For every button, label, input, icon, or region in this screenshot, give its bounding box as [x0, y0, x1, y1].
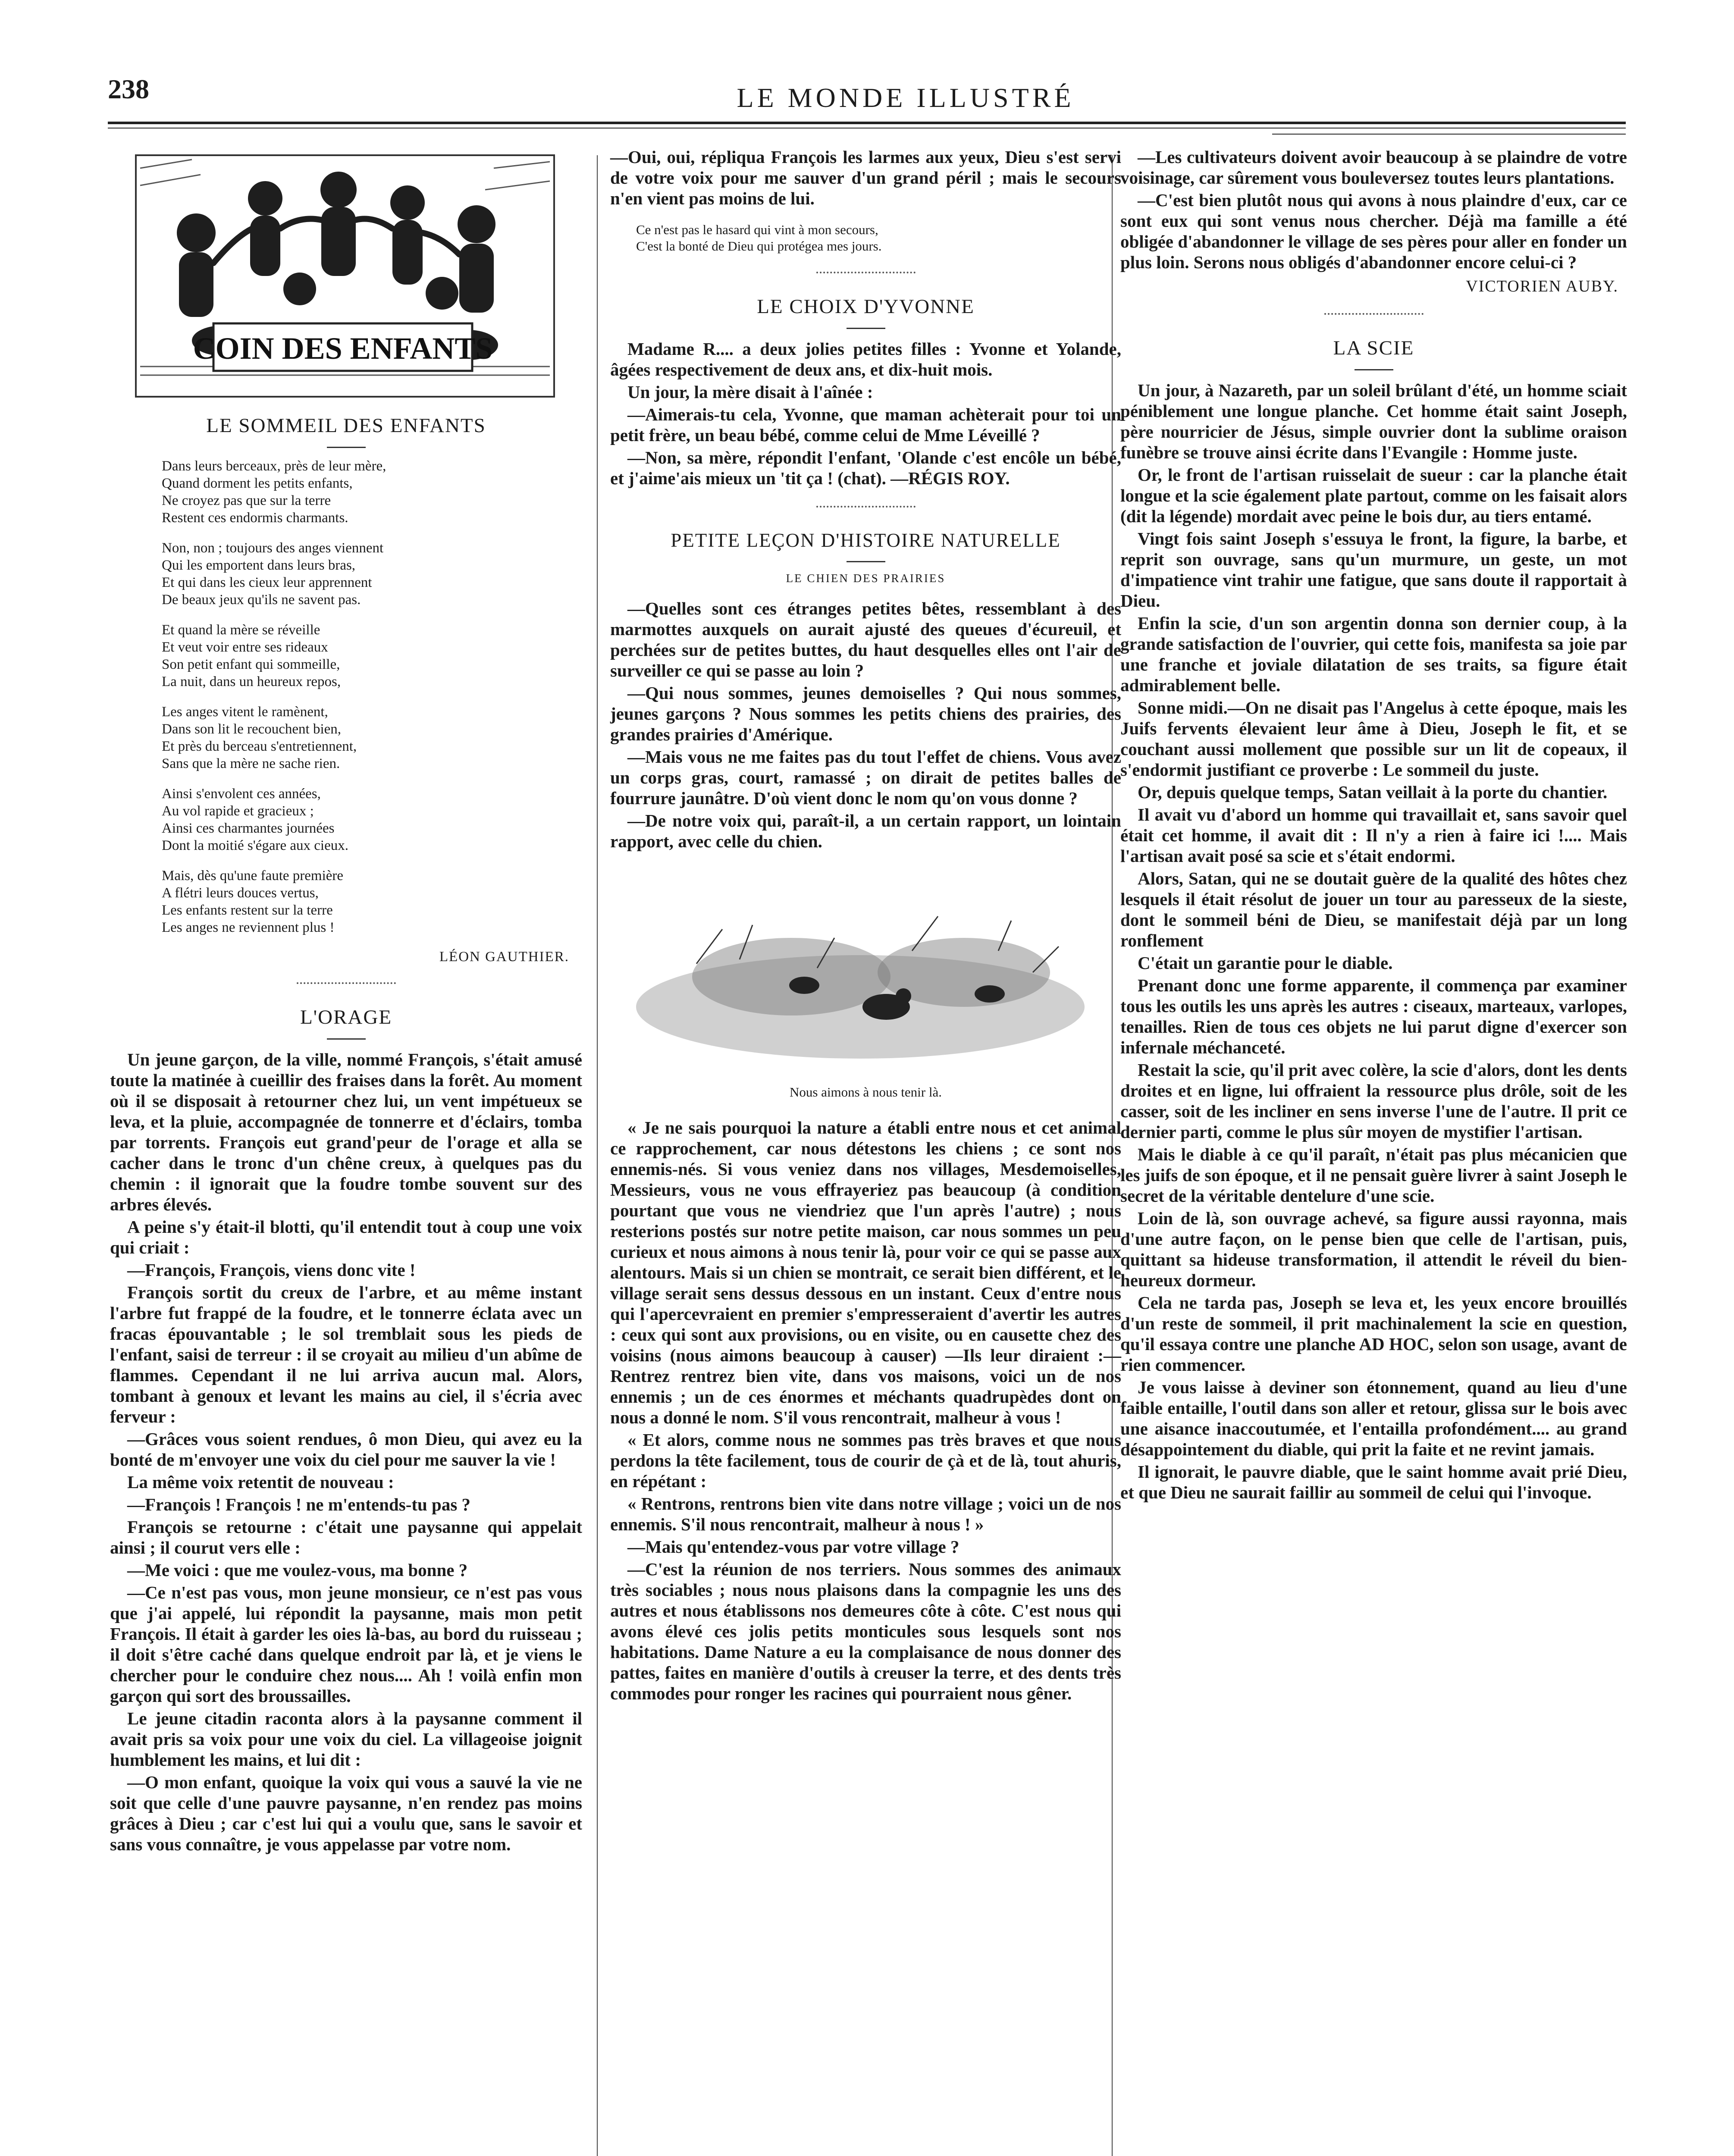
title-rule — [847, 561, 885, 562]
paragraph: —Me voici : que me voulez-vous, ma bonne ? — [127, 1560, 468, 1580]
paragraph: —C'est la réunion de nos terriers. Nous sommes des animaux très sociables ; nous nous plaisons dans la compagnie les uns des autres et nous établissons nos demeures côte à côte. C'est nous qui avons élevé ces jolis petits monticules sous lesquels sont nos habitations. Dame Nature a eu la complaisance de nous donner des pattes, faites en manière d'outils à creuser la terre, et des dents très commodes pour ronger les racines qui pourraient nous gêner. — [610, 1559, 1121, 1703]
paragraph: —De notre voix qui, paraît-il, a un certain rapport, un lointain rapport, avec celle du chien. — [610, 811, 1121, 851]
verse-line: Les anges vitent le ramènent, — [162, 704, 328, 720]
paragraph: —C'est bien plutôt nous qui avons à nous plaindre d'eux, car ce sont eux qui sont venus nous chercher. Déjà ma famille a été obligée d'abandonner le village de ses pères pour aller en fonder un plus loin. Serons nous obligés d'abandonner encore celui-ci ? — [1120, 190, 1627, 272]
illustration-caption: Nous aimons à nous tenir là. — [789, 1084, 942, 1100]
paragraph: —François, François, viens donc vite ! — [127, 1260, 416, 1280]
verse-line: Et qui dans les cieux leur apprennent — [162, 575, 372, 590]
orage-quote — [610, 222, 1121, 254]
section-divider — [816, 506, 916, 512]
paragraph: Loin de là, son ouvrage achevé, sa figure aussi rayonna, mais d'une autre façon, on le pense bien que celle de l'artisan, puis, quittant sa hideuse transformation, il attendit le réveil du bien-heureux dormeur. — [1120, 1208, 1627, 1290]
orage-title: L'ORAGE — [300, 1006, 392, 1028]
paragraph: —Oui, oui, répliqua François les larmes aux yeux, Dieu s'est servi de votre voix pour me sauver d'un grand péril ; mais le secours n'en vient pas moins de lui. — [610, 147, 1121, 208]
verse-line: Sans que la mère ne sache rien. — [162, 756, 340, 771]
paragraph: Un jour, à Nazareth, par un soleil brûlant d'été, un homme sciait péniblement une longue planche. Cet homme était saint Joseph, père nourricier de Jésus, simple ouvrier dont la sublime oraison funèbre se trouve ainsi écrite dans l'Evangile : Homme juste. — [1120, 380, 1627, 462]
column-separator — [597, 155, 598, 2156]
paragraph: Cela ne tarda pas, Joseph se leva et, les yeux encore brouillés d'un reste de sommeil, il prit machinalement la scie en question, qu'il essaya contre une planche AD HOC, selon son usage, avant de rien commencer. — [1120, 1293, 1627, 1375]
title-rule — [327, 1038, 366, 1040]
paragraph: Restait la scie, qu'il prit avec colère, la scie d'alors, dont les dents droites et en ligne, lui offraient la ressource plus drôle, soit de les casser, soit de les incliner en sens inverse l'une de l'autre. Il prit ce dernier parti, comme le plus sûr moyen de mystifier l'artisan. — [1120, 1060, 1627, 1142]
paragraph: Madame R.... a deux jolies petites filles : Yvonne et Yolande, âgées respectivement de deux ans, et dix-huit mois. — [610, 339, 1121, 379]
verse-line: A flétri leurs douces vertus, — [162, 885, 319, 901]
verse-line: Dans leurs berceaux, près de leur mère, — [162, 458, 386, 474]
quote-line: C'est la bonté de Dieu qui protégea mes jours. — [636, 238, 882, 254]
verse-line: Restent ces endormis charmants. — [162, 510, 348, 526]
paragraph: Prenant donc une forme apparente, il commença par examiner tous les outils les uns après les autres : ciseaux, marteaux, varlopes, tenailles. Rien de tous ces objets ne lui parut digne d'exercer son infernale méchanceté. — [1120, 975, 1627, 1057]
verse-line: Son petit enfant qui sommeille, — [162, 657, 340, 672]
verse-line: Ainsi ces charmantes journées — [162, 821, 335, 836]
paragraph: Un jour, la mère disait à l'aînée : — [627, 382, 873, 402]
sommeil-title: LE SOMMEIL DES ENFANTS — [206, 414, 486, 437]
paragraph: —Non, sa mère, répondit l'enfant, 'Olande c'est encôle un bébé, et j'aime'ais mieux un 'tit ça ! (chat). —RÉGIS ROY. — [610, 448, 1121, 488]
paragraph: C'était un garantie pour le diable. — [1138, 953, 1393, 973]
stanza — [110, 867, 582, 936]
verse-line: Ainsi s'envolent ces années, — [162, 786, 321, 802]
poem — [110, 458, 582, 936]
paragraph: Je vous laisse à deviner son étonnement, quand au lieu d'une faible entaille, l'outil dans son aller et retour, glissa sur le bois avec une aisance inaccoutumée, et l'entailla profondément.... au grand désappointement du diable, qui prit la faite et ne revint jamais. — [1120, 1377, 1627, 1459]
quote-line: Ce n'est pas le hasard qui vint à mon secours, — [636, 222, 878, 237]
journal-title: LE MONDE ILLUSTRÉ — [737, 82, 1075, 113]
verse-line: Les enfants restent sur la terre — [162, 903, 333, 918]
title-rule — [327, 447, 366, 448]
paragraph: —Mais qu'entendez-vous par votre village ? — [627, 1537, 960, 1557]
children-frieze-illustration — [114, 151, 576, 405]
yvonne-title: LE CHOIX D'YVONNE — [757, 295, 975, 318]
column-2 — [610, 147, 1121, 1705]
paragraph: Le jeune citadin raconta alors à la paysanne comment il avait pris sa voix pour une voix du ciel. La villageoise joignit humblement les mains, et lui dit : — [110, 1708, 582, 1770]
histoire-title: PETITE LEÇON D'HISTOIRE NATURELLE — [671, 530, 1061, 551]
paragraph: Un jeune garçon, de la ville, nommé François, s'était amusé toute la matinée à cueillir des fraises dans la forêt. Au moment où il se disposait à retourner chez lui, un vent impétueux se leva, et la pluie, accompagnée de tonnerre et d'éclairs, tomba par torrents. François eut grand'peur de l'orage et alla se cacher dans le tronc d'un chêne creux, à quelques pas du chemin : il ignorait que la foudre tombe souvent sur des arbres élevés. — [110, 1050, 582, 1214]
header-rule — [108, 122, 1626, 124]
verse-line: Quand dorment les petits enfants, — [162, 476, 353, 491]
paragraph: —François ! François ! ne m'entends-tu pas ? — [127, 1495, 471, 1514]
verse-line: Dans son lit le recouchent bien, — [162, 721, 342, 737]
paragraph: François sortit du creux de l'arbre, et au même instant l'arbre fut frappé de la foudre, et le tonnerre éclata avec un fracas épouvantable ; le sol tremblait sous les pieds de l'enfant, saisi de terreur : il se croyait au milieu d'un abîme de flammes. Cependant il ne lui arriva aucun mal. Alors, tombant à genoux et levant les mains au ciel, il s'écria avec ferveur : — [110, 1282, 582, 1426]
section-divider — [1324, 313, 1424, 319]
stanza — [110, 458, 582, 526]
prairie-dog-engraving — [610, 865, 1110, 1080]
verse-line: Dont la moitié s'égare aux cieux. — [162, 838, 348, 853]
paragraph: —Les cultivateurs doivent avoir beaucoup à se plaindre de votre voisinage, car sûrement vous bouleversez toutes leurs plantations. — [1120, 147, 1627, 188]
paragraph: Vingt fois saint Joseph s'essuya le front, la figure, la barbe, et reprit son ouvrage, sans qu'un murmure, un geste, un mot d'impatience vint trahir une fatigue, que sans doute il rapportait à Dieu. — [1120, 529, 1627, 611]
verse-line: Non, non ; toujours des anges viennent — [162, 540, 384, 556]
paragraph: La même voix retentit de nouveau : — [127, 1472, 394, 1492]
verse-line: Et veut voir entre ses rideaux — [162, 639, 328, 655]
paragraph: François se retourne : c'était une paysanne qui appelait ainsi ; il courut vers elle : — [110, 1517, 582, 1557]
verse-line: Et près du berceau s'entretiennent, — [162, 739, 357, 754]
column-1 — [110, 147, 582, 1856]
title-rule — [1355, 369, 1393, 370]
verse-line: Mais, dès qu'une faute première — [162, 868, 344, 884]
column-3 — [1120, 147, 1627, 1504]
histoire-text-continued — [610, 1117, 1121, 1704]
stanza — [110, 539, 582, 608]
histoire-text — [610, 598, 1121, 852]
paragraph: Il ignorait, le pauvre diable, que le saint homme avait prié Dieu, et que Dieu ne saurait faillir au sommeil de celui qui l'invoque. — [1120, 1462, 1627, 1502]
paragraph: « Rentrons, rentrons bien vite dans notre village ; voici un de nos ennemis. S'il nous rencontrait, malheur à nous ! » — [610, 1494, 1121, 1534]
paragraph: —Quelles sont ces étranges petites bêtes, ressemblant à des marmottes auxquels on aurait ajusté des queues d'écureuil, et perchées sur de petites buttes, du haut desquelles elles ont l'air de surveiller ce qui se passe au loin ? — [610, 599, 1121, 680]
paragraph: —O mon enfant, quoique la voix qui vous a sauvé la vie ne soit que celle d'une pauvre paysanne, n'en rendez pas moins grâces à Dieu ; car c'est lui qui a voulu que, sans le savoir et sans vous connaître, je vous appelasse par votre nom. — [110, 1772, 582, 1854]
stanza — [110, 621, 582, 690]
verse-line: La nuit, dans un heureux repos, — [162, 674, 341, 689]
paragraph: Alors, Satan, qui ne se doutait guère de la qualité des hôtes chez lesquels il était résolut de jouer un tour au paresseux de la sieste, dont le sommeil béni de Dieu, se manifestait déjà par un long ronflement — [1120, 868, 1627, 950]
paragraph: Or, le front de l'artisan ruisselait de sueur : car la planche était longue et la scie également plate partout, comme on les faisait alors (dit la légende) mordait avec peine le bois dur, au tiers entamé. — [1120, 465, 1627, 526]
verse-line: Qui les emportent dans leurs bras, — [162, 558, 356, 573]
histoire-subtitle: LE CHIEN DES PRAIRIES — [786, 572, 946, 585]
title-rule — [847, 328, 885, 329]
stanza — [110, 785, 582, 854]
frieze-banner-text: COIN DES ENFANTS — [193, 331, 493, 366]
paragraph: « Et alors, comme nous ne sommes pas très braves et que nous perdons la tête facilement, tous de courir de çà et de là, tout ahuris, en répétant : — [610, 1430, 1121, 1491]
orage-text — [110, 1049, 582, 1855]
paragraph: A peine s'y était-il blotti, qu'il entendit tout à coup une voix qui criait : — [110, 1217, 582, 1257]
header-rule-short — [1272, 134, 1626, 135]
paragraph: —Qui nous sommes, jeunes demoiselles ? Qui nous sommes, jeunes garçons ? Nous sommes les petits chiens des prairies, des grandes prairies d'Amérique. — [610, 683, 1121, 744]
yvonne-text — [610, 338, 1121, 489]
paragraph: Or, depuis quelque temps, Satan veillait à la porte du chantier. — [1138, 782, 1608, 802]
verse-line: Les anges ne reviennent plus ! — [162, 920, 335, 935]
section-divider — [297, 982, 396, 988]
verse-line: Et quand la mère se réveille — [162, 622, 320, 638]
histoire-author: VICTORIEN AUBY. — [1466, 277, 1618, 295]
poem-author: LÉON GAUTHIER. — [439, 949, 569, 965]
paragraph: —Grâces vous soient rendues, ô mon Dieu, qui avez eu la bonté de m'envoyer une voix du ciel pour me sauver la vie ! — [110, 1429, 582, 1470]
paragraph: —Aimerais-tu cela, Yvonne, que maman achèterait pour toi un petit frère, un beau bébé, comme celui de Mme Léveillé ? — [610, 404, 1121, 445]
paragraph: Sonne midi.—On ne disait pas l'Angelus à cette époque, mais les Juifs fervents élevaient leur âme à Dieu, Joseph le fit, et se couchant aussi mollement que possible sur un lit de copeaux, il s'endormit justifiant ce proverbe : Le sommeil du juste. — [1120, 698, 1627, 780]
verse-line: Au vol rapide et gracieux ; — [162, 803, 314, 819]
paragraph: Enfin la scie, d'un son argentin donna son dernier coup, à la grande satisfaction de l'ouvrier, qui cette fois, manifesta sa joie par une franche et joviale dilatation de ses traits, sa figure était admirablement belle. — [1120, 613, 1627, 695]
histoire-text-end — [1120, 147, 1627, 273]
prairie-dog-illustration — [610, 865, 1110, 1080]
stanza — [110, 703, 582, 772]
paragraph: Mais le diable à ce qu'il paraît, n'était pas plus mécanicien que les juifs de son époque, et il ne pensait guère livrer à saint Joseph le secret de la véritable dentelure d'une scie. — [1120, 1144, 1627, 1206]
paragraph: Il avait vu d'abord un homme qui travaillait et, sans savoir quel était cet homme, il avait dit : Il n'y a rien à faire ici !.... Mais l'artisan avait posé sa scie et s'était endormi. — [1120, 805, 1627, 866]
orage-text-continued — [610, 147, 1121, 209]
scie-text — [1120, 380, 1627, 1503]
page-number: 238 — [108, 74, 149, 104]
children-dancing-engraving — [114, 151, 576, 405]
verse-line: De beaux jeux qu'ils ne savent pas. — [162, 592, 361, 608]
verse-line: Ne croyez pas que sur la terre — [162, 493, 331, 508]
section-divider — [816, 272, 916, 278]
paragraph: —Mais vous ne me faites pas du tout l'effet de chiens. Vous avez un corps gras, court, ramassé ; on dirait de petites balles de fourrure jaunâtre. D'où vient donc le nom qu'on vous donne ? — [610, 747, 1121, 808]
scie-title: LA SCIE — [1333, 337, 1414, 359]
paragraph: « Je ne sais pourquoi la nature a établi entre nous et cet animal ce rapprochement, car nous détestons les chiens ; ce sont nos ennemis-nés. Si vous veniez dans nos villages, Mesdemoiselles, Messieurs, vous ne vous effrayeriez pas beaucoup (à condition pourtant que vous ne viendriez que l'un après l'autre) ; nous resterions postés sur notre petite maison, car nous sommes un peu curieux et nous aimons à nous tenir là, pour voir ce qui se passe aux alentours. Mais si un chien se montrait, ce serait bien différent, et le village serait sens dessus dessous en un instant. Ceux d'entre nous qui l'apercevraient en premier s'empresseraient d'avertir les autres : ceux qui sont aux provisions, ou en visite, ou en causette chez des voisins (nous aimons beaucoup à causer) —Ils leur diraient :—Rentrez rentrez bien vite, dans vos maisons, voici un de nos ennemis ; un de ces énormes et méchants quadrupèdes dont on nous a donné le nom. S'il vous rencontrait, malheur à vous ! — [610, 1118, 1121, 1427]
paragraph: —Ce n'est pas vous, mon jeune monsieur, ce n'est pas vous que j'ai appelé, lui répondit la paysanne, mais mon petit François. Il était à garder les oies là-bas, au bord du ruisseau ; il doit s'être caché dans quelque endroit par là, et je viens le chercher pour le conduire chez nous.... Ah ! voilà enfin mon garçon qui sort des broussailles. — [110, 1583, 582, 1706]
